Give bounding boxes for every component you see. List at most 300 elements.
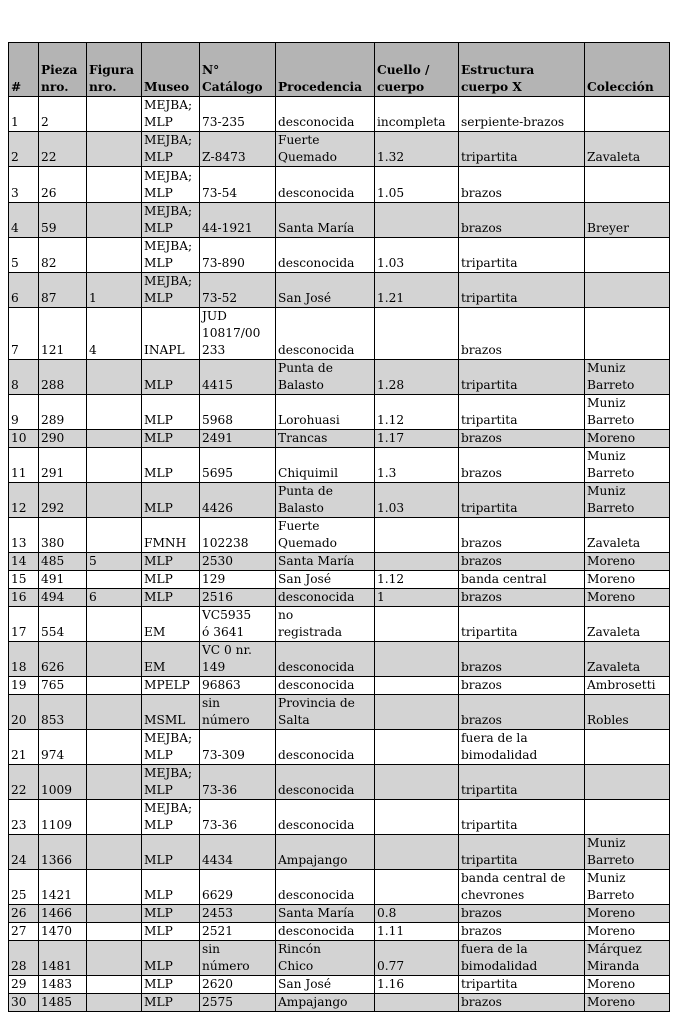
cell-museo: MLP (142, 835, 200, 870)
cell-figura (87, 448, 142, 483)
cell-figura (87, 642, 142, 677)
cell-catalogo: 5695 (200, 448, 276, 483)
cell-estructura: brazos (459, 677, 585, 695)
cell-museo: EM (142, 642, 200, 677)
cell-museo: MLP (142, 430, 200, 448)
cell-procedencia: Punta de Balasto (276, 483, 375, 518)
cell-num: 15 (9, 571, 39, 589)
cell-figura (87, 941, 142, 976)
cell-estructura: fuera de la bimodalidad (459, 730, 585, 765)
cell-estructura: brazos (459, 923, 585, 941)
cell-procedencia: Santa María (276, 905, 375, 923)
cell-procedencia: Provincia de Salta (276, 695, 375, 730)
cell-coleccion (585, 238, 670, 273)
cell-cuello (375, 835, 459, 870)
cell-catalogo: 73-235 (200, 97, 276, 132)
table-row (9, 870, 670, 905)
cell-cuello: 1.21 (375, 273, 459, 308)
cell-pieza: 485 (39, 553, 87, 571)
cell-coleccion: Moreno (585, 905, 670, 923)
table-row (9, 941, 670, 976)
cell-catalogo: 73-54 (200, 167, 276, 203)
cell-procedencia: Fuerte Quemado (276, 132, 375, 167)
cell-figura (87, 238, 142, 273)
cell-num: 12 (9, 483, 39, 518)
cell-coleccion (585, 167, 670, 203)
table-row (9, 97, 670, 132)
cell-cuello: 1.03 (375, 483, 459, 518)
cell-figura (87, 518, 142, 553)
cell-pieza: 2 (39, 97, 87, 132)
cell-cuello: 1.03 (375, 238, 459, 273)
cell-cuello: incompleta (375, 97, 459, 132)
column-header-coleccion: Colección (585, 43, 670, 97)
cell-num: 2 (9, 132, 39, 167)
table-row (9, 730, 670, 765)
cell-num: 8 (9, 360, 39, 395)
cell-procedencia: desconocida (276, 167, 375, 203)
cell-coleccion: Zavaleta (585, 642, 670, 677)
cell-museo: MEJBA; MLP (142, 132, 200, 167)
table-row (9, 642, 670, 677)
cell-coleccion: Muniz Barreto (585, 448, 670, 483)
cell-figura (87, 870, 142, 905)
cell-pieza: 291 (39, 448, 87, 483)
cell-pieza: 26 (39, 167, 87, 203)
table-row (9, 360, 670, 395)
cell-num: 30 (9, 994, 39, 1012)
cell-figura: 6 (87, 589, 142, 607)
cell-pieza: 554 (39, 607, 87, 642)
cell-pieza: 491 (39, 571, 87, 589)
cell-estructura: tripartita (459, 765, 585, 800)
cell-procedencia: no registrada (276, 607, 375, 642)
cell-cuello (375, 870, 459, 905)
cell-estructura: brazos (459, 589, 585, 607)
cell-procedencia: desconocida (276, 677, 375, 695)
cell-procedencia: desconocida (276, 800, 375, 835)
column-header-figura: Figura nro. (87, 43, 142, 97)
cell-estructura: tripartita (459, 395, 585, 430)
cell-cuello (375, 203, 459, 238)
cell-estructura: tripartita (459, 132, 585, 167)
cell-museo: MLP (142, 395, 200, 430)
cell-num: 1 (9, 97, 39, 132)
cell-pieza: 292 (39, 483, 87, 518)
cell-pieza: 1366 (39, 835, 87, 870)
cell-museo: MLP (142, 553, 200, 571)
table-row (9, 167, 670, 203)
cell-museo: MLP (142, 941, 200, 976)
table-row (9, 905, 670, 923)
table-row (9, 677, 670, 695)
cell-pieza: 494 (39, 589, 87, 607)
cell-num: 4 (9, 203, 39, 238)
cell-num: 27 (9, 923, 39, 941)
table-body (9, 97, 670, 1012)
cell-cuello (375, 607, 459, 642)
cell-procedencia: San José (276, 976, 375, 994)
column-header-catalogo: N° Catálogo (200, 43, 276, 97)
cell-figura (87, 730, 142, 765)
cell-num: 18 (9, 642, 39, 677)
cell-procedencia: Ampajango (276, 835, 375, 870)
cell-cuello: 1.16 (375, 976, 459, 994)
cell-procedencia: desconocida (276, 923, 375, 941)
cell-procedencia: desconocida (276, 642, 375, 677)
cell-coleccion: Muniz Barreto (585, 870, 670, 905)
cell-figura: 4 (87, 308, 142, 360)
cell-museo: INAPL (142, 308, 200, 360)
cell-figura (87, 695, 142, 730)
cell-museo: EM (142, 607, 200, 642)
cell-estructura: tripartita (459, 483, 585, 518)
cell-museo: MLP (142, 571, 200, 589)
cell-catalogo: 2620 (200, 976, 276, 994)
cell-figura (87, 607, 142, 642)
cell-coleccion: Zavaleta (585, 518, 670, 553)
cell-num: 23 (9, 800, 39, 835)
cell-pieza: 626 (39, 642, 87, 677)
cell-pieza: 1470 (39, 923, 87, 941)
cell-cuello (375, 800, 459, 835)
cell-pieza: 1483 (39, 976, 87, 994)
cell-figura (87, 483, 142, 518)
cell-catalogo: 2521 (200, 923, 276, 941)
cell-cuello: 1.28 (375, 360, 459, 395)
cell-pieza: 87 (39, 273, 87, 308)
cell-catalogo: 2575 (200, 994, 276, 1012)
cell-estructura: brazos (459, 518, 585, 553)
cell-figura (87, 976, 142, 994)
cell-catalogo: 6629 (200, 870, 276, 905)
cell-pieza: 1485 (39, 994, 87, 1012)
cell-estructura: brazos (459, 308, 585, 360)
cell-num: 7 (9, 308, 39, 360)
cell-catalogo: 102238 (200, 518, 276, 553)
cell-num: 21 (9, 730, 39, 765)
cell-pieza: 289 (39, 395, 87, 430)
cell-num: 24 (9, 835, 39, 870)
cell-num: 13 (9, 518, 39, 553)
cell-num: 16 (9, 589, 39, 607)
cell-pieza: 22 (39, 132, 87, 167)
cell-pieza: 1481 (39, 941, 87, 976)
cell-coleccion: Moreno (585, 976, 670, 994)
cell-cuello: 1.17 (375, 430, 459, 448)
cell-cuello: 1.12 (375, 571, 459, 589)
cell-coleccion (585, 308, 670, 360)
cell-museo: MEJBA; MLP (142, 238, 200, 273)
cell-estructura: banda central (459, 571, 585, 589)
cell-estructura: tripartita (459, 238, 585, 273)
cell-estructura: brazos (459, 167, 585, 203)
cell-procedencia: Chiquimil (276, 448, 375, 483)
cell-coleccion: Moreno (585, 923, 670, 941)
cell-catalogo: 129 (200, 571, 276, 589)
table-header-row (9, 43, 670, 97)
cell-museo: MEJBA; MLP (142, 167, 200, 203)
cell-procedencia: Santa María (276, 553, 375, 571)
cell-museo: MEJBA; MLP (142, 97, 200, 132)
cell-figura (87, 677, 142, 695)
cell-coleccion: Robles (585, 695, 670, 730)
table-row (9, 308, 670, 360)
table-row (9, 695, 670, 730)
cell-catalogo: 73-309 (200, 730, 276, 765)
cell-procedencia: desconocida (276, 97, 375, 132)
cell-figura (87, 905, 142, 923)
cell-pieza: 121 (39, 308, 87, 360)
cell-cuello (375, 553, 459, 571)
cell-cuello: 1.05 (375, 167, 459, 203)
cell-coleccion: Márquez Miranda (585, 941, 670, 976)
cell-estructura: serpiente-brazos (459, 97, 585, 132)
cell-procedencia: Fuerte Quemado (276, 518, 375, 553)
cell-figura (87, 430, 142, 448)
cell-cuello (375, 994, 459, 1012)
cell-museo: MEJBA; MLP (142, 273, 200, 308)
cell-estructura: tripartita (459, 800, 585, 835)
column-header-cuello: Cuello / cuerpo (375, 43, 459, 97)
cell-procedencia: Punta de Balasto (276, 360, 375, 395)
cell-estructura: brazos (459, 448, 585, 483)
cell-museo: FMNH (142, 518, 200, 553)
cell-catalogo: 73-890 (200, 238, 276, 273)
cell-figura (87, 167, 142, 203)
cell-procedencia: desconocida (276, 589, 375, 607)
column-header-museo: Museo (142, 43, 200, 97)
cell-coleccion: Moreno (585, 994, 670, 1012)
cell-pieza: 290 (39, 430, 87, 448)
table-row (9, 835, 670, 870)
cell-catalogo: 2453 (200, 905, 276, 923)
cell-estructura: brazos (459, 695, 585, 730)
cell-procedencia: Ampajango (276, 994, 375, 1012)
cell-estructura: tripartita (459, 607, 585, 642)
cell-catalogo: 96863 (200, 677, 276, 695)
cell-figura (87, 994, 142, 1012)
cell-num: 22 (9, 765, 39, 800)
cell-coleccion: Muniz Barreto (585, 483, 670, 518)
cell-museo: MLP (142, 994, 200, 1012)
cell-cuello: 1.11 (375, 923, 459, 941)
cell-estructura: brazos (459, 203, 585, 238)
cell-catalogo: JUD 10817/00 233 (200, 308, 276, 360)
cell-estructura: brazos (459, 994, 585, 1012)
cell-procedencia: desconocida (276, 730, 375, 765)
cell-estructura: brazos (459, 642, 585, 677)
cell-museo: MLP (142, 589, 200, 607)
column-header-num: # (9, 43, 39, 97)
cell-coleccion: Moreno (585, 430, 670, 448)
table-row (9, 273, 670, 308)
cell-figura (87, 923, 142, 941)
cell-museo: MLP (142, 923, 200, 941)
cell-num: 6 (9, 273, 39, 308)
cell-coleccion: Moreno (585, 571, 670, 589)
table-row (9, 589, 670, 607)
cell-num: 11 (9, 448, 39, 483)
cell-catalogo: Z-8473 (200, 132, 276, 167)
table-row (9, 923, 670, 941)
cell-museo: MEJBA; MLP (142, 800, 200, 835)
cell-figura (87, 132, 142, 167)
cell-cuello (375, 695, 459, 730)
cell-pieza: 82 (39, 238, 87, 273)
cell-coleccion (585, 730, 670, 765)
cell-procedencia: desconocida (276, 238, 375, 273)
cell-cuello (375, 730, 459, 765)
cell-figura (87, 395, 142, 430)
cell-museo: MEJBA; MLP (142, 765, 200, 800)
cell-cuello: 1 (375, 589, 459, 607)
cell-procedencia: desconocida (276, 308, 375, 360)
cell-figura (87, 203, 142, 238)
cell-cuello: 0.8 (375, 905, 459, 923)
table-row (9, 607, 670, 642)
cell-estructura: fuera de la bimodalidad (459, 941, 585, 976)
cell-num: 28 (9, 941, 39, 976)
cell-museo: MLP (142, 483, 200, 518)
cell-coleccion: Zavaleta (585, 607, 670, 642)
table-row (9, 203, 670, 238)
cell-num: 20 (9, 695, 39, 730)
table-row (9, 994, 670, 1012)
catalog-table (8, 42, 670, 1012)
column-header-pieza: Pieza nro. (39, 43, 87, 97)
cell-cuello (375, 765, 459, 800)
cell-estructura: tripartita (459, 360, 585, 395)
cell-estructura: brazos (459, 430, 585, 448)
cell-num: 17 (9, 607, 39, 642)
cell-cuello: 0.77 (375, 941, 459, 976)
cell-catalogo: 2516 (200, 589, 276, 607)
cell-cuello: 1.3 (375, 448, 459, 483)
cell-num: 3 (9, 167, 39, 203)
cell-museo: MLP (142, 976, 200, 994)
cell-coleccion (585, 97, 670, 132)
cell-figura: 5 (87, 553, 142, 571)
cell-estructura: brazos (459, 553, 585, 571)
cell-figura (87, 360, 142, 395)
table-row (9, 571, 670, 589)
cell-num: 14 (9, 553, 39, 571)
cell-procedencia: San José (276, 273, 375, 308)
cell-estructura: tripartita (459, 835, 585, 870)
cell-cuello: 1.32 (375, 132, 459, 167)
cell-pieza: 974 (39, 730, 87, 765)
cell-pieza: 1009 (39, 765, 87, 800)
cell-num: 9 (9, 395, 39, 430)
cell-catalogo: 44-1921 (200, 203, 276, 238)
cell-catalogo: VC 0 nr. 149 (200, 642, 276, 677)
cell-catalogo: 4434 (200, 835, 276, 870)
table-row (9, 430, 670, 448)
cell-coleccion: Muniz Barreto (585, 395, 670, 430)
cell-coleccion: Zavaleta (585, 132, 670, 167)
table-row (9, 238, 670, 273)
cell-procedencia: Rincón Chico (276, 941, 375, 976)
cell-num: 25 (9, 870, 39, 905)
cell-coleccion (585, 765, 670, 800)
cell-pieza: 1109 (39, 800, 87, 835)
table-row (9, 765, 670, 800)
cell-coleccion (585, 800, 670, 835)
cell-procedencia: Lorohuasi (276, 395, 375, 430)
cell-catalogo: 4415 (200, 360, 276, 395)
cell-cuello (375, 308, 459, 360)
cell-catalogo: 73-52 (200, 273, 276, 308)
cell-cuello (375, 677, 459, 695)
cell-museo: MEJBA; MLP (142, 730, 200, 765)
cell-coleccion: Muniz Barreto (585, 835, 670, 870)
cell-figura (87, 765, 142, 800)
cell-procedencia: Trancas (276, 430, 375, 448)
cell-num: 10 (9, 430, 39, 448)
cell-catalogo: 5968 (200, 395, 276, 430)
cell-figura (87, 800, 142, 835)
cell-pieza: 1421 (39, 870, 87, 905)
cell-coleccion (585, 273, 670, 308)
column-header-estructura: Estructura cuerpo X (459, 43, 585, 97)
cell-num: 26 (9, 905, 39, 923)
table-row (9, 800, 670, 835)
cell-museo: MLP (142, 448, 200, 483)
cell-museo: MLP (142, 360, 200, 395)
cell-pieza: 1466 (39, 905, 87, 923)
table-row (9, 132, 670, 167)
cell-pieza: 765 (39, 677, 87, 695)
cell-museo: MLP (142, 870, 200, 905)
cell-coleccion: Moreno (585, 589, 670, 607)
cell-museo: MLP (142, 905, 200, 923)
cell-museo: MSML (142, 695, 200, 730)
cell-museo: MEJBA; MLP (142, 203, 200, 238)
table-row (9, 483, 670, 518)
cell-estructura: tripartita (459, 273, 585, 308)
cell-coleccion: Ambrosetti (585, 677, 670, 695)
cell-figura (87, 835, 142, 870)
cell-pieza: 59 (39, 203, 87, 238)
cell-coleccion: Moreno (585, 553, 670, 571)
cell-catalogo: 2530 (200, 553, 276, 571)
cell-catalogo: 4426 (200, 483, 276, 518)
cell-coleccion: Muniz Barreto (585, 360, 670, 395)
cell-num: 5 (9, 238, 39, 273)
cell-procedencia: Santa María (276, 203, 375, 238)
cell-estructura: brazos (459, 905, 585, 923)
cell-estructura: tripartita (459, 976, 585, 994)
cell-figura (87, 571, 142, 589)
cell-museo: MPELP (142, 677, 200, 695)
cell-procedencia: desconocida (276, 870, 375, 905)
cell-cuello: 1.12 (375, 395, 459, 430)
cell-coleccion: Breyer (585, 203, 670, 238)
cell-cuello (375, 518, 459, 553)
cell-catalogo: 73-36 (200, 800, 276, 835)
column-header-procedencia: Procedencia (276, 43, 375, 97)
cell-procedencia: desconocida (276, 765, 375, 800)
table-row (9, 518, 670, 553)
cell-estructura: banda central de chevrones (459, 870, 585, 905)
cell-cuello (375, 642, 459, 677)
cell-num: 19 (9, 677, 39, 695)
cell-figura: 1 (87, 273, 142, 308)
table-row (9, 448, 670, 483)
cell-num: 29 (9, 976, 39, 994)
cell-figura (87, 97, 142, 132)
